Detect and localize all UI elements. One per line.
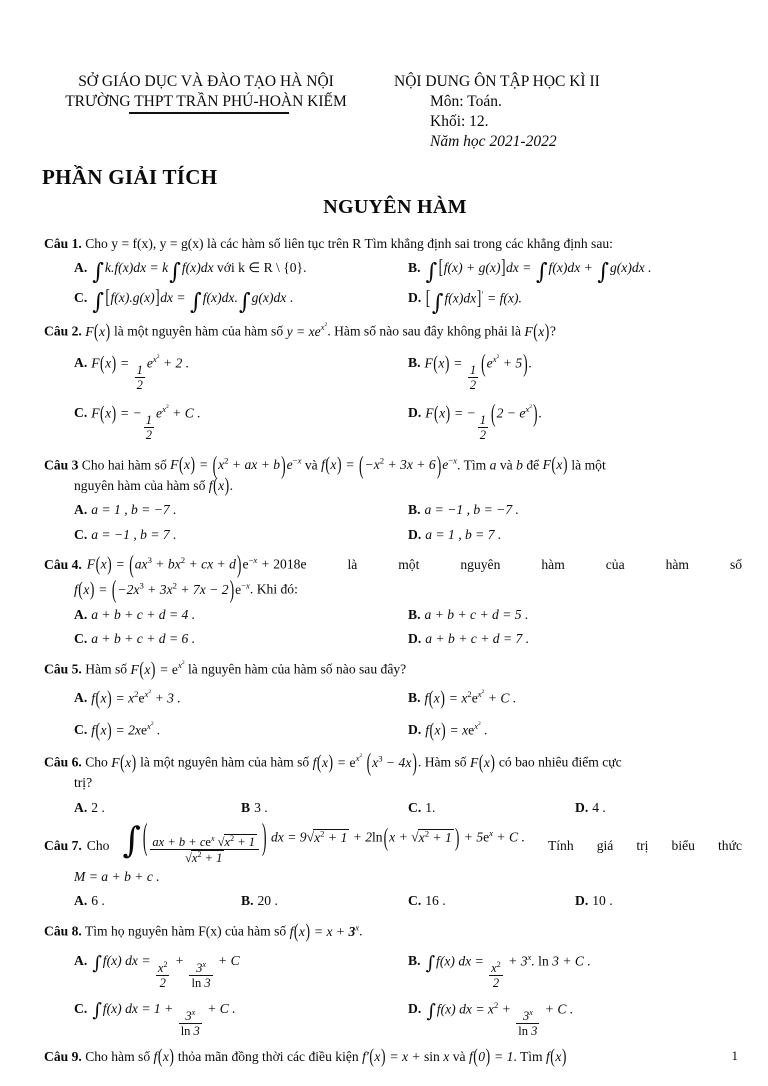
question-3-stem xyxy=(44,450,742,479)
question-5-text1: Hàm số xyxy=(85,661,128,677)
option-label: B xyxy=(241,799,251,815)
question-2-label: Câu 2. xyxy=(44,323,82,339)
question-1 xyxy=(44,234,742,316)
option-value: + b + c + d = 6 . xyxy=(101,630,196,646)
option-row xyxy=(74,720,742,741)
school-name: TRƯỜNG THPT TRẦN PHÚ-HOÀN KIẾM xyxy=(65,92,347,110)
question-2-text3: ? xyxy=(549,323,556,339)
exam-title: NỘI DUNG ÔN TẬP HỌC KÌ II xyxy=(394,73,600,90)
option-4-d[interactable] xyxy=(408,629,742,649)
option-label: B. xyxy=(408,355,421,371)
question-4-expr2: $f(x) = (-2x^3 + 3x^2 + 7x - 2)e^{-x}$ xyxy=(74,574,250,604)
option-row xyxy=(74,525,742,545)
document-header xyxy=(0,0,768,153)
option-label: D. xyxy=(408,290,422,306)
option-3-b[interactable] xyxy=(408,500,742,520)
option-value: + b + c + d = 4 . xyxy=(101,606,196,622)
question-9-text2: thỏa mãn đồng thời các điều kiện xyxy=(177,1049,359,1065)
question-2-expr2: $y = xe^{x^2}$ xyxy=(286,322,328,339)
option-3-c[interactable] xyxy=(74,525,408,545)
option-2-a[interactable] xyxy=(74,353,408,392)
option-label: A. xyxy=(74,799,88,815)
option-1-c[interactable] xyxy=(74,286,408,316)
question-3-text5: để xyxy=(526,457,540,473)
question-1-label: Câu 1. xyxy=(44,235,82,251)
school-name-wrap xyxy=(65,92,347,112)
question-3-text3: . Tìm xyxy=(457,457,487,473)
option-2-b[interactable] xyxy=(408,348,742,393)
grade-line: Khối: 12. xyxy=(430,113,489,131)
option-1-b[interactable] xyxy=(408,256,742,285)
question-7-stem-line2 xyxy=(44,867,742,887)
option-3-d[interactable] xyxy=(408,525,742,545)
question-4-w4: hàm xyxy=(541,556,565,572)
question-1-text: Cho y = f(x), y = g(x) là các hàm số liên tục trên R Tìm khẳng định sai trong các khẳng định sau: xyxy=(85,235,613,251)
question-3-text6: là một xyxy=(571,457,606,473)
question-7-w4: biểu xyxy=(671,837,695,853)
option-value: = 1 , b = −7 . xyxy=(101,502,177,518)
question-9-expr4: f(x) xyxy=(546,1045,567,1068)
question-9-text3: và xyxy=(452,1049,466,1065)
question-5-label: Câu 5. xyxy=(44,661,82,677)
question-9-text1: Cho hàm số xyxy=(85,1049,151,1065)
question-8-expr1: $f(x) = x + 3^x$ xyxy=(289,920,360,943)
question-4-w2: một xyxy=(398,556,420,572)
option-formula: ∫f(x) dx = 1 + $\frac{3^x}{\ln 3}$ + C . xyxy=(92,1000,236,1038)
option-formula: ∫f(x) dx = $\frac{x^2}{2}$ + $\frac{3^x}{\ln 3}$ + C xyxy=(92,952,240,990)
option-label: D. xyxy=(408,1001,422,1017)
question-5-stem xyxy=(44,659,742,680)
question-3-stem-line2 xyxy=(44,476,742,496)
option-formula: a = 1 , b = 7 . xyxy=(425,526,502,542)
option-formula: a = 1 , b = −7 . xyxy=(91,502,177,518)
option-label: B. xyxy=(408,690,421,706)
question-7-options xyxy=(44,891,742,911)
option-label: A. xyxy=(74,606,88,622)
question-7-w3: trị xyxy=(636,837,649,853)
option-value: 3 . xyxy=(254,799,268,815)
exam-info-block xyxy=(382,72,738,153)
option-8-a[interactable] xyxy=(74,951,408,989)
option-8-d[interactable] xyxy=(408,999,742,1038)
option-label: B. xyxy=(408,502,421,518)
question-3-expr4: f(x) xyxy=(208,474,230,497)
question-6-text5: trị? xyxy=(74,775,93,791)
option-row xyxy=(74,629,742,649)
option-label: B. xyxy=(408,606,421,622)
option-label: A. xyxy=(74,893,88,909)
option-6-a[interactable] xyxy=(74,798,241,818)
option-row xyxy=(74,891,742,911)
option-label: A. xyxy=(74,953,88,969)
question-5-options xyxy=(44,688,742,741)
option-value: 16 . xyxy=(425,893,446,909)
question-3-text2: và xyxy=(304,457,318,473)
question-8-options xyxy=(44,951,742,1038)
option-formula: [∫f(x)dx]′ = f(x). xyxy=(425,287,522,316)
question-3-text8: . xyxy=(229,478,234,494)
option-row xyxy=(74,999,742,1038)
option-value: 2 . xyxy=(91,799,105,815)
option-5-a[interactable] xyxy=(74,688,408,709)
option-label: C. xyxy=(74,290,88,306)
question-8 xyxy=(44,921,742,1038)
option-label: C. xyxy=(74,405,88,421)
question-7-text1: Cho xyxy=(86,837,110,853)
school-year-line: Năm học 2021-2022 xyxy=(430,133,557,151)
option-label: A. xyxy=(74,355,88,371)
option-formula: $f(x) = xe^{x^2}$ . xyxy=(425,719,488,741)
option-label: C. xyxy=(74,1001,88,1017)
option-value: + b + c + d = 5 . xyxy=(434,606,529,622)
page-number: 1 xyxy=(731,1048,738,1063)
question-6-expr2: $f(x) = e^{x^2}$ $(x^3 - 4x)$ xyxy=(312,747,417,777)
option-value: 20 . xyxy=(257,893,278,909)
option-formula: a = −1 , b = −7 . xyxy=(424,502,519,518)
option-2-c[interactable] xyxy=(74,403,408,442)
option-row xyxy=(74,348,742,393)
question-3-text4: và xyxy=(499,457,513,473)
option-label: D. xyxy=(408,722,422,738)
question-2 xyxy=(44,321,742,442)
question-6-text3: . Hàm số xyxy=(417,754,467,770)
question-9-text4: . Tìm xyxy=(513,1049,543,1065)
option-value: 10 . xyxy=(592,893,613,909)
question-6 xyxy=(44,747,742,818)
question-8-text1: Tìm họ nguyên hàm F(x) của hàm số xyxy=(84,923,287,939)
option-label: D. xyxy=(575,893,589,909)
question-7-label: Câu 7. xyxy=(44,837,82,853)
question-4-expr1: $F(x) = (ax^3 + bx^2$ + cx + $d)e^{-x} + 2018e$ xyxy=(86,549,307,579)
option-formula: F(x) = − $\frac{1}{2}$ $e^{x^2} + C$ . xyxy=(91,401,201,442)
question-7-expr1: ∫ ( $\frac{ax + b + ce^x √x^2 + 1}{√x^2 + 1}$ ) dx = $9√x^2 + 1 + 2\ln(x + √x^2 + 1$ ) + $5e^x + C$ . xyxy=(122,815,525,865)
question-9-label: Câu 9. xyxy=(44,1049,82,1065)
question-4-options xyxy=(44,605,742,650)
option-7-b[interactable] xyxy=(241,891,408,911)
option-value: 1. xyxy=(425,799,436,815)
option-4-a[interactable] xyxy=(74,605,408,625)
option-4-c[interactable] xyxy=(74,629,408,649)
option-formula: F(x) = $\frac{1}{2}$ $e^{x^2} + 2$ . xyxy=(91,352,190,393)
option-6-c[interactable] xyxy=(408,798,575,818)
option-value: + b + c + d = 7 . xyxy=(435,630,530,646)
option-7-a[interactable] xyxy=(74,891,241,911)
option-row xyxy=(74,951,742,990)
question-3-options xyxy=(44,500,742,545)
question-3 xyxy=(44,450,742,545)
option-row xyxy=(74,286,742,316)
question-5 xyxy=(44,659,742,741)
question-6-text1: Cho xyxy=(85,754,108,770)
option-formula: a + b + c + d = 6 . xyxy=(91,630,196,646)
question-4-label: Câu 4. xyxy=(44,556,82,572)
question-8-stem xyxy=(44,921,742,942)
option-5-b[interactable] xyxy=(408,688,742,709)
option-label: B. xyxy=(408,259,421,275)
option-label: A. xyxy=(74,690,88,706)
option-label: C. xyxy=(74,630,88,646)
option-row xyxy=(74,398,742,442)
question-8-label: Câu 8. xyxy=(44,923,82,939)
question-4-w1: là xyxy=(347,556,358,572)
question-2-expr1: F(x) xyxy=(85,320,111,342)
question-6-label: Câu 6. xyxy=(44,754,82,770)
question-3-var-a: a xyxy=(489,457,497,473)
question-2-text2: . Hàm số nào sau đây không phải là xyxy=(327,323,521,339)
school-name-underline xyxy=(129,112,289,113)
question-5-expr1: $F(x) = e^{x^2}$ xyxy=(130,658,185,680)
question-4-w6: hàm xyxy=(665,556,689,572)
question-7-stem xyxy=(44,815,742,865)
option-label: D. xyxy=(408,630,422,646)
question-2-stem xyxy=(44,321,742,342)
option-2-d[interactable] xyxy=(408,398,742,442)
option-label: B. xyxy=(408,953,421,969)
option-5-d[interactable] xyxy=(408,720,742,741)
question-8-text2: . xyxy=(359,923,363,939)
question-7-expr2: M = a + b + c . xyxy=(74,868,160,884)
option-label: C. xyxy=(74,722,88,738)
option-label: D. xyxy=(408,405,422,421)
option-1-a[interactable] xyxy=(74,258,408,285)
option-formula: ∫f(x) dx = $\frac{x^2}{2}$ + $3^x$. ln 3 + C . xyxy=(425,952,591,991)
question-4-stem-line2 xyxy=(44,574,742,604)
option-row xyxy=(74,798,742,818)
question-3-expr1: $F(x) = (x^2$ + ax + $b)e^{-x}$ xyxy=(170,450,302,479)
option-label: A. xyxy=(74,259,88,275)
question-7-w5: thức xyxy=(718,837,742,853)
question-4 xyxy=(44,549,743,649)
option-value: = 1 , b = 7 . xyxy=(435,526,502,542)
option-formula: ∫ [f(x).g(x)]dx = ∫f(x)dx.∫g(x)dx . xyxy=(92,286,294,316)
question-6-stem-line2 xyxy=(44,773,742,793)
question-9-stem xyxy=(44,1047,742,1067)
option-label: D. xyxy=(575,799,589,815)
question-6-expr3: F(x) xyxy=(470,750,495,773)
question-7-text2: = a + b + c . xyxy=(88,868,160,884)
option-formula: ∫ [f(x) + g(x)]dx = ∫f(x)dx + ∫g(x)dx . xyxy=(425,256,652,285)
option-row xyxy=(74,605,742,625)
option-formula: ∫k.f(x)dx = k∫f(x)dx với k ∈ R \ {0}. xyxy=(92,258,307,285)
option-value: = −1 , b = −7 . xyxy=(434,502,519,518)
option-formula: a + b + c + d = 5 . xyxy=(424,606,529,622)
option-label: B. xyxy=(241,893,254,909)
option-formula: $f(x) = x^2e^{x^2} + 3$ . xyxy=(91,687,181,709)
option-formula: ∫f(x) dx = $x^2$ + $\frac{3^x}{\ln 3}$ + C . xyxy=(426,1000,574,1039)
option-row xyxy=(74,256,742,285)
question-6-text4: có bao nhiêu điểm cực xyxy=(498,754,622,770)
option-formula: $f(x) = x^2e^{x^2} + C$ . xyxy=(424,687,517,709)
option-formula: a + b + c + d = 4 . xyxy=(91,606,196,622)
question-3-text7: nguyên hàm của hàm số xyxy=(74,478,206,494)
question-5-text2: là nguyên hàm của hàm số nào sau đây? xyxy=(188,661,407,677)
option-label: D. xyxy=(408,526,422,542)
question-2-expr3: F(x) xyxy=(524,320,550,342)
question-3-label: Câu 3 xyxy=(44,457,79,473)
option-formula: a = −1 , b = 7 . xyxy=(91,526,177,542)
section-title: PHẦN GIẢI TÍCH xyxy=(42,164,218,189)
question-9-expr3: f(0) = 1 xyxy=(468,1045,514,1068)
question-6-stem xyxy=(44,747,742,777)
question-4-stem xyxy=(44,549,743,579)
question-9 xyxy=(44,1047,742,1067)
question-3-expr2: $f(x) = (-x^2 + 3x + 6)e^{-x}$ xyxy=(321,450,458,479)
question-9-expr1: f(x) xyxy=(153,1045,174,1068)
option-6-d[interactable] xyxy=(575,798,742,818)
option-label: C. xyxy=(408,893,422,909)
question-7-w1: Tính xyxy=(547,837,574,853)
option-value: 6 . xyxy=(91,893,105,909)
question-6-text2: là một nguyên hàm của hàm số xyxy=(140,754,310,770)
option-7-d[interactable] xyxy=(575,891,742,911)
department-name: SỞ GIÁO DỤC VÀ ĐÀO TẠO HÀ NỘI xyxy=(78,73,334,90)
question-1-stem xyxy=(44,234,742,254)
option-formula: F(x) = $\frac{1}{2}$ $(e^{x^2} + 5)$. xyxy=(424,348,533,393)
option-value: = −1 , b = 7 . xyxy=(101,526,177,542)
option-8-b[interactable] xyxy=(408,951,742,990)
question-4-w5: của xyxy=(605,556,625,572)
option-row xyxy=(74,688,742,709)
school-header-block xyxy=(30,72,382,112)
page-title: NGUYÊN HÀM xyxy=(323,195,467,218)
question-9-expr2: f′(x) = x + sin x xyxy=(362,1045,450,1068)
subject-line: Môn: Toán. xyxy=(430,93,502,111)
option-label: A. xyxy=(74,502,88,518)
option-3-a[interactable] xyxy=(74,500,408,520)
option-formula: $f(x) = 2xe^{x^2}$ . xyxy=(91,719,161,741)
question-2-text1: là một nguyên hàm của hàm số xyxy=(114,323,284,339)
question-7 xyxy=(44,815,742,911)
option-1-d[interactable] xyxy=(408,287,742,316)
option-5-c[interactable] xyxy=(74,720,408,741)
question-4-w7: số xyxy=(729,556,743,572)
question-1-options xyxy=(44,256,742,316)
option-8-c[interactable] xyxy=(74,999,408,1037)
question-4-w3: nguyên xyxy=(460,556,501,572)
option-row xyxy=(74,500,742,520)
question-7-w2: giá xyxy=(596,837,614,853)
option-formula: F(x) = − $\frac{1}{2}$ $(2 - e^{x^2})$. xyxy=(425,398,542,442)
option-value: 4 . xyxy=(592,799,606,815)
question-3-expr3: F(x) xyxy=(542,453,568,476)
questions-container xyxy=(0,234,768,1068)
question-6-expr1: F(x) xyxy=(111,750,137,773)
option-4-b[interactable] xyxy=(408,605,742,625)
option-label: C. xyxy=(408,799,422,815)
option-label: C. xyxy=(74,526,88,542)
option-7-c[interactable] xyxy=(408,891,575,911)
question-3-text1: Cho hai hàm số xyxy=(81,457,167,473)
question-4-text2: . Khi đó: xyxy=(249,581,298,597)
question-3-var-b: b xyxy=(516,457,523,473)
question-2-options xyxy=(44,348,742,442)
question-6-options xyxy=(44,798,742,818)
option-formula: a + b + c + d = 7 . xyxy=(425,630,530,646)
